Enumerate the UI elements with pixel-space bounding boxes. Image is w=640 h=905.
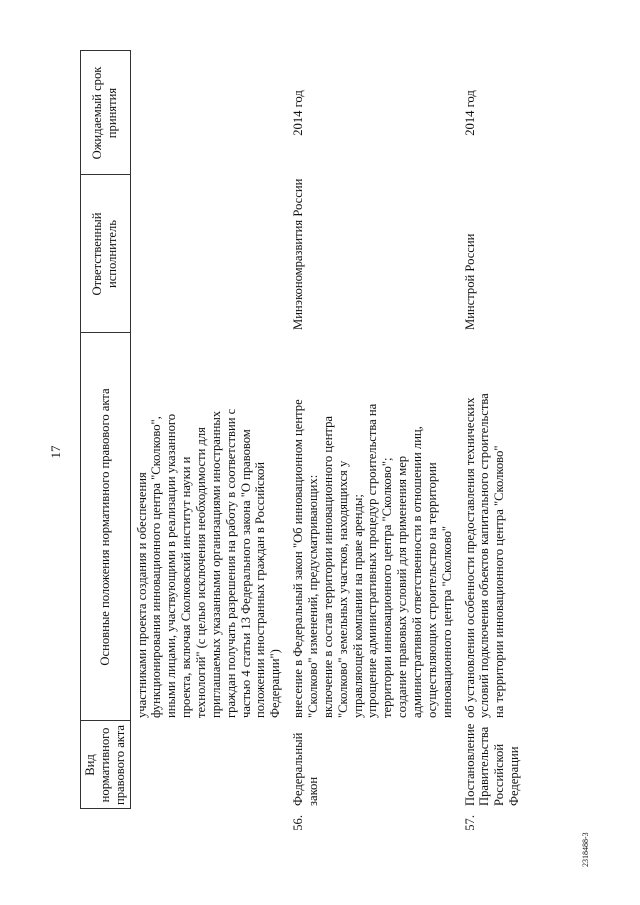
- row-responsible: Минэкономразвития России: [291, 178, 306, 330]
- row-responsible: Минстрой России: [462, 233, 477, 330]
- row-number: 57.: [462, 815, 477, 831]
- row-act-type: Постановление Правительства Российской Федерации: [462, 723, 522, 806]
- legislation-table: [80, 51, 530, 842]
- header-num-blank: [81, 809, 131, 841]
- row-number: 56.: [291, 815, 306, 831]
- row-provisions: внесение в Федеральный закон "Об инновационном центре "Сколково" изменений, предусматривающих: включение в состав территории инновационного центра "Сколково" земельных участков, находящихся у управляющей компании на праве аренды; упрощение административных процедур строительства на территории инновационного центра "Сколково"; создание правовых условий для применения мер административной ответственности в отношении лиц, осуществляющих строительство на территории инновационного центра "Сколково": [291, 399, 454, 718]
- continuation-provisions: участниками проекта создания и обеспечения функционирования инновационного центра "Сколково", иными лицами, участвующими в реализации указанного проекта, включая Сколковский институт науки и технологий" (с целью исключения необходимости для приглашаемых указанными организациями иностранных граждан получать разрешения на работу в соответствии с частью 4 статьи 13 Федерального закона "О правовом положении иностранных граждан в Российской Федерации"): [134, 408, 283, 718]
- table-row-continuation: [135, 51, 292, 841]
- header-type: Вид нормативного правового акта: [81, 721, 131, 809]
- rotated-document-page: [40, 37, 600, 867]
- row-deadline: 2014 год: [462, 90, 477, 136]
- table-header-row: [81, 51, 131, 841]
- table-row-57: [463, 51, 530, 841]
- page-number: 17: [48, 445, 63, 459]
- table-row-56: [291, 51, 462, 841]
- header-responsible: Ответственный исполнитель: [81, 175, 131, 333]
- header-provisions: Основные положения нормативного правового акта: [81, 333, 131, 721]
- row-provisions: об установлении особенности предоставления технических условий подключения объектов капитального строительства на территории инновационного центра "Сколково": [462, 393, 507, 718]
- document-code: 2318488-3: [581, 832, 590, 867]
- row-act-type: Федеральный закон: [291, 732, 321, 806]
- header-deadline: Ожидаемый срок принятия: [81, 51, 131, 175]
- row-deadline: 2014 год: [291, 90, 306, 136]
